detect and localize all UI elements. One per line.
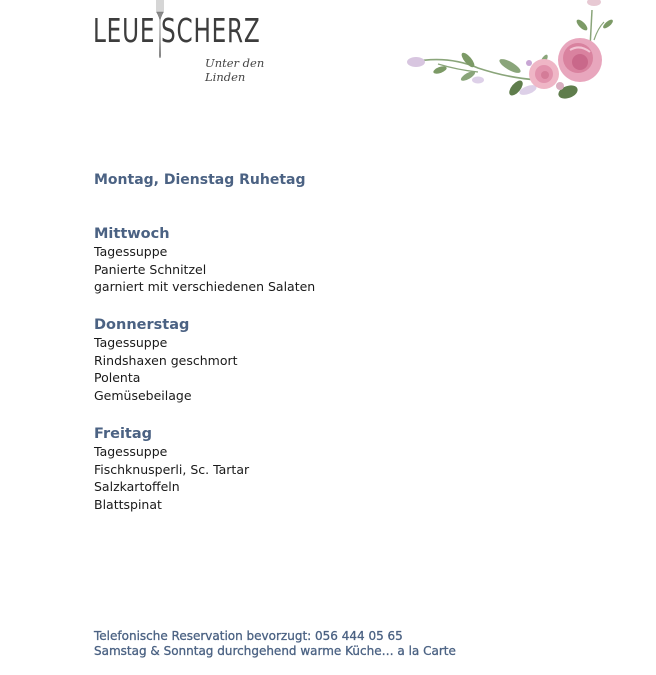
logo-tagline: Unter den Linden [205, 56, 265, 84]
rose-flowers-decoration [398, 0, 630, 118]
menu-item: Polenta [94, 370, 141, 386]
reservation-line: Telefonische Reservation bevorzugt: 056 444 05 65 [94, 629, 403, 643]
menu-item: Fischknusperli, Sc. Tartar [94, 461, 250, 477]
restaurant-logo [93, 4, 303, 84]
closed-days-notice: Montag, Dienstag Ruhetag [94, 172, 306, 188]
day-section-freitag [94, 425, 249, 513]
menu-item: garniert mit verschiedenen Salaten [94, 279, 316, 295]
weekend-line: Samstag & Sonntag durchgehend warme Küche… a la Carte [94, 644, 456, 658]
logo-word-left: LEUE [93, 11, 156, 50]
day-heading: Freitag [94, 426, 153, 442]
menu-item: Tagessuppe [94, 444, 168, 459]
day-heading: Mittwoch [94, 226, 170, 242]
day-heading: Donnerstag [94, 317, 190, 333]
menu-item: Blattspinat [94, 496, 162, 512]
day-section-donnerstag [94, 316, 238, 404]
footer-info [94, 629, 456, 659]
menu-item: Tagessuppe [94, 335, 168, 350]
menu-item: Gemüsebeilage [94, 387, 192, 403]
menu-item: Salzkartoffeln [94, 479, 180, 495]
menu-item: Panierte Schnitzel [94, 261, 207, 277]
logo-word-right: SCHERZ [161, 11, 261, 50]
day-section-mittwoch [94, 225, 315, 296]
menu-item: Tagessuppe [94, 244, 168, 259]
menu-item: Rindshaxen geschmort [94, 352, 238, 368]
